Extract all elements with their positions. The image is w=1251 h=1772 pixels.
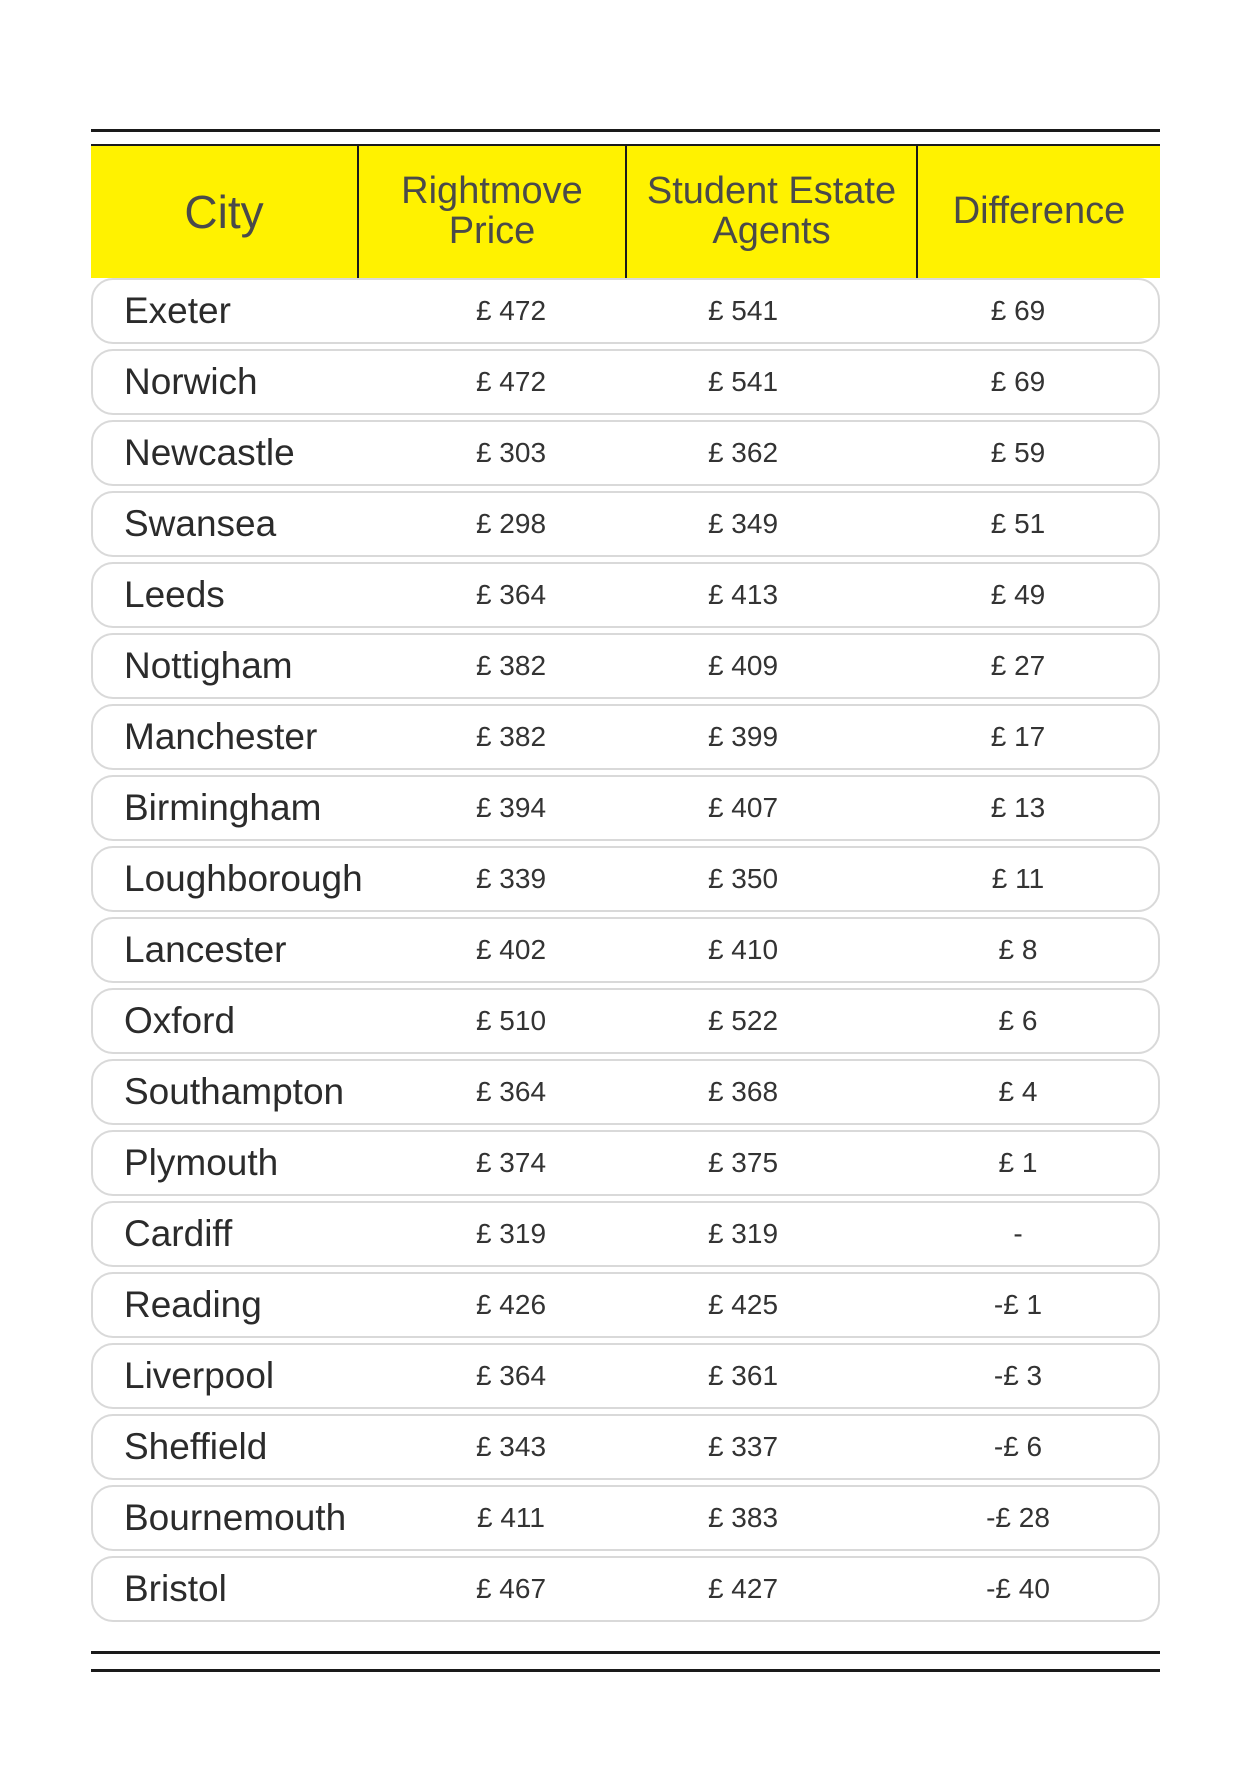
student-estate-agents-cell: £ 409 — [707, 650, 779, 681]
student-estate-agents-cell: £ 319 — [707, 1218, 779, 1249]
table-row — [91, 420, 1160, 486]
difference-cell: - — [1013, 1218, 1023, 1249]
rightmove-price-cell: £ 510 — [475, 1005, 547, 1036]
city-cell: Southampton — [124, 1071, 345, 1112]
student-estate-agents-cell: £ 337 — [707, 1431, 779, 1462]
rightmove-price-cell: £ 364 — [475, 579, 547, 610]
student-estate-agents-cell: £ 522 — [707, 1005, 779, 1036]
difference-cell: £ 17 — [990, 721, 1046, 752]
student-estate-agents-cell: £ 410 — [707, 934, 779, 965]
difference-cell: -£ 40 — [986, 1573, 1050, 1604]
city-cell: Loughborough — [124, 858, 363, 899]
city-cell: Exeter — [124, 290, 231, 331]
table-row — [91, 1414, 1160, 1480]
student-estate-agents-cell: £ 427 — [707, 1573, 779, 1604]
rightmove-price-cell: £ 298 — [475, 508, 547, 539]
city-cell: Sheffield — [124, 1426, 268, 1467]
rightmove-price-cell: £ 467 — [475, 1573, 547, 1604]
table-row — [91, 846, 1160, 912]
difference-cell: £ 4 — [998, 1076, 1038, 1107]
student-estate-agents-cell: £ 425 — [707, 1289, 779, 1320]
rightmove-price-cell: £ 319 — [475, 1218, 547, 1249]
header-student-estate-agents: Student Estate Agents — [625, 146, 916, 278]
student-estate-agents-cell: £ 362 — [707, 437, 779, 468]
rightmove-price-cell: £ 303 — [475, 437, 547, 468]
header-rightmove-price: Rightmove Price — [357, 146, 625, 278]
rightmove-price-cell: £ 411 — [477, 1502, 545, 1533]
city-cell: Bournemouth — [124, 1497, 347, 1538]
rightmove-price-cell: £ 374 — [475, 1147, 547, 1178]
rightmove-price-cell: £ 472 — [475, 366, 547, 397]
difference-cell: -£ 6 — [993, 1431, 1043, 1462]
difference-cell: £ 59 — [990, 437, 1046, 468]
table-row — [91, 1485, 1160, 1551]
table-row — [91, 1556, 1160, 1622]
student-estate-agents-cell: £ 383 — [707, 1502, 779, 1533]
student-estate-agents-cell: £ 349 — [707, 508, 779, 539]
difference-cell: -£ 28 — [986, 1502, 1050, 1533]
difference-cell: £ 51 — [990, 508, 1046, 539]
table-row — [91, 278, 1160, 344]
difference-cell: £ 1 — [998, 1147, 1038, 1178]
rightmove-price-cell: £ 402 — [475, 934, 547, 965]
table-row — [91, 775, 1160, 841]
table-row — [91, 1272, 1160, 1338]
header-difference: Difference — [916, 146, 1160, 278]
rightmove-price-cell: £ 343 — [475, 1431, 547, 1462]
city-cell: Swansea — [124, 503, 277, 544]
city-cell: Birmingham — [124, 787, 322, 828]
table-body — [91, 278, 1160, 1627]
city-cell: Nottigham — [124, 645, 293, 686]
table-row — [91, 349, 1160, 415]
student-estate-agents-cell: £ 413 — [707, 579, 779, 610]
difference-cell: £ 49 — [990, 579, 1046, 610]
student-estate-agents-cell: £ 541 — [707, 366, 779, 397]
difference-cell: £ 69 — [990, 366, 1046, 397]
city-cell: Reading — [124, 1284, 262, 1325]
rightmove-price-cell: £ 472 — [475, 295, 547, 326]
rightmove-price-cell: £ 364 — [475, 1360, 547, 1391]
difference-cell: £ 6 — [998, 1005, 1038, 1036]
table-row — [91, 1059, 1160, 1125]
city-cell: Plymouth — [124, 1142, 279, 1183]
top-rule — [91, 129, 1160, 132]
city-cell: Bristol — [124, 1568, 227, 1609]
difference-cell: £ 13 — [990, 792, 1046, 823]
rightmove-price-cell: £ 426 — [475, 1289, 547, 1320]
difference-cell: £ 8 — [998, 934, 1038, 965]
table-row — [91, 1130, 1160, 1196]
rightmove-price-cell: £ 339 — [475, 863, 547, 894]
student-estate-agents-cell: £ 350 — [707, 863, 779, 894]
rightmove-price-cell: £ 394 — [475, 792, 547, 823]
table-row — [91, 633, 1160, 699]
difference-cell: -£ 3 — [993, 1360, 1043, 1391]
table-row — [91, 562, 1160, 628]
table-row — [91, 704, 1160, 770]
table-row — [91, 917, 1160, 983]
city-cell: Oxford — [124, 1000, 236, 1041]
city-cell: Leeds — [124, 574, 225, 615]
table-header — [91, 144, 1160, 278]
student-estate-agents-cell: £ 368 — [707, 1076, 779, 1107]
city-cell: Liverpool — [124, 1355, 275, 1396]
student-estate-agents-cell: £ 361 — [707, 1360, 779, 1391]
city-cell: Newcastle — [124, 432, 295, 473]
city-cell: Manchester — [124, 716, 318, 757]
table-row — [91, 1201, 1160, 1267]
table-row — [91, 491, 1160, 557]
student-estate-agents-cell: £ 407 — [707, 792, 779, 823]
header-city: City — [184, 185, 264, 238]
table-row — [91, 988, 1160, 1054]
table-row — [91, 1343, 1160, 1409]
difference-cell: £ 11 — [991, 863, 1045, 894]
city-cell: Cardiff — [124, 1213, 233, 1254]
rightmove-price-cell: £ 382 — [475, 650, 547, 681]
city-cell: Norwich — [124, 361, 258, 402]
student-estate-agents-cell: £ 541 — [707, 295, 779, 326]
rightmove-price-cell: £ 382 — [475, 721, 547, 752]
bottom-rule-2 — [91, 1669, 1160, 1672]
rightmove-price-cell: £ 364 — [475, 1076, 547, 1107]
city-cell: Lancester — [124, 929, 287, 970]
bottom-rule-1 — [91, 1651, 1160, 1654]
student-estate-agents-cell: £ 399 — [707, 721, 779, 752]
student-estate-agents-cell: £ 375 — [707, 1147, 779, 1178]
difference-cell: £ 27 — [990, 650, 1046, 681]
difference-cell: -£ 1 — [993, 1289, 1043, 1320]
difference-cell: £ 69 — [990, 295, 1046, 326]
